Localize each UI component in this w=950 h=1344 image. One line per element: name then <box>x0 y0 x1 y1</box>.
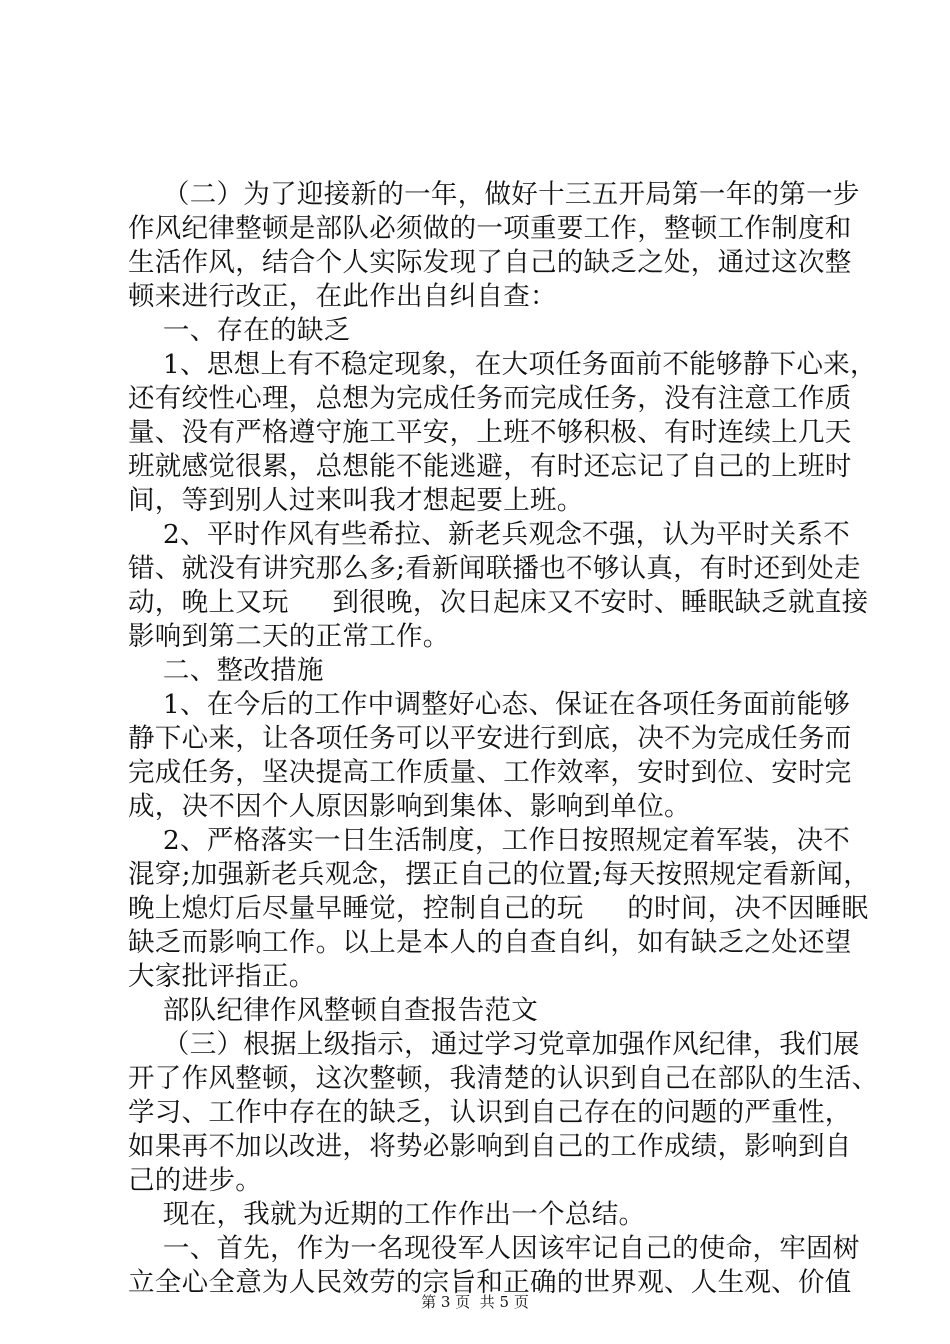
text-line: 1、在今后的工作中调整好心态、保证在各项任务面前能够 <box>128 689 851 720</box>
text-line: 班就感觉很累，总想能不能逃避，有时还忘记了自己的上班时 <box>128 451 852 482</box>
section-heading: 一、存在的缺乏 <box>128 315 351 346</box>
text-line: 学习、工作中存在的缺乏，认识到自己存在的问题的严重性， <box>128 1097 852 1128</box>
document-subtitle: 部队纪律作风整顿自查报告范文 <box>128 995 539 1026</box>
text-line: 作风纪律整顿是部队必须做的一项重要工作，整顿工作制度和 <box>128 213 852 244</box>
text-line: 静下心来，让各项任务可以平安进行到底，决不为完成任务而 <box>128 723 852 754</box>
text-line: 缺乏而影响工作。以上是本人的自查自纠，如有缺乏之处还望 <box>128 927 852 958</box>
text-line: 混穿;加强新老兵观念，摆正自己的位置;每天按照规定看新闻， <box>128 859 871 890</box>
text-line: 错、就没有讲究那么多;看新闻联播也不够认真，有时还到处走 <box>128 553 861 584</box>
text-line: 还有绞性心理，总想为完成任务而完成任务，没有注意工作质 <box>128 383 852 414</box>
text-line: 2、平时作风有些希拉、新老兵观念不强，认为平时关系不 <box>128 519 851 550</box>
text-line: 现在，我就为近期的工作作出一个总结。 <box>128 1199 646 1230</box>
text-line: 量、没有严格遵守施工平安，上班不够积极、有时连续上几天 <box>128 417 852 448</box>
text-line: 己的进步。 <box>128 1165 262 1196</box>
text-line: 立全心全意为人民效劳的宗旨和正确的世界观、人生观、价值 <box>128 1267 852 1298</box>
text-line: 顿来进行改正，在此作出自纠自查： <box>128 281 557 312</box>
text-line: 成，决不因个人原因影响到集体、影响到单位。 <box>128 791 691 822</box>
text-line: 一、首先，作为一名现役军人因该牢记自己的使命，牢固树 <box>128 1233 860 1264</box>
text-line: （三）根据上级指示，通过学习党章加强作风纪律，我们展 <box>128 1029 860 1060</box>
text-line: （二）为了迎接新的一年，做好十三五开局第一年的第一步 <box>128 179 860 210</box>
text-line: 影响到第二天的正常工作。 <box>128 621 450 652</box>
text-line: 如果再不加以改进，将势必影响到自己的工作成绩，影响到自 <box>128 1131 852 1162</box>
text-line: 间，等到别人过来叫我才想起要上班。 <box>128 485 584 516</box>
text-line: 1、思想上有不稳定现象，在大项任务面前不能够静下心来， <box>128 349 877 380</box>
text-line: 晚上熄灯后尽量早睡觉，控制自己的玩 的时间，决不因睡眠 <box>128 893 869 924</box>
text-line: 生活作风，结合个人实际发现了自己的缺乏之处，通过这次整 <box>128 247 852 278</box>
text-line: 开了作风整顿，这次整顿，我清楚的认识到自己在部队的生活、 <box>128 1063 879 1094</box>
section-heading: 二、整改措施 <box>128 655 324 686</box>
page-number: 第 3 页 共 5 页 <box>421 1293 529 1311</box>
text-line: 大家批评指正。 <box>128 961 316 992</box>
text-line: 2、严格落实一日生活制度，工作日按照规定着军装，决不 <box>128 825 851 856</box>
text-line: 动，晚上又玩 到很晚，次日起床又不安时、睡眠缺乏就直接 <box>128 587 869 618</box>
text-line: 完成任务，坚决提高工作质量、工作效率，安时到位、安时完 <box>128 757 852 788</box>
